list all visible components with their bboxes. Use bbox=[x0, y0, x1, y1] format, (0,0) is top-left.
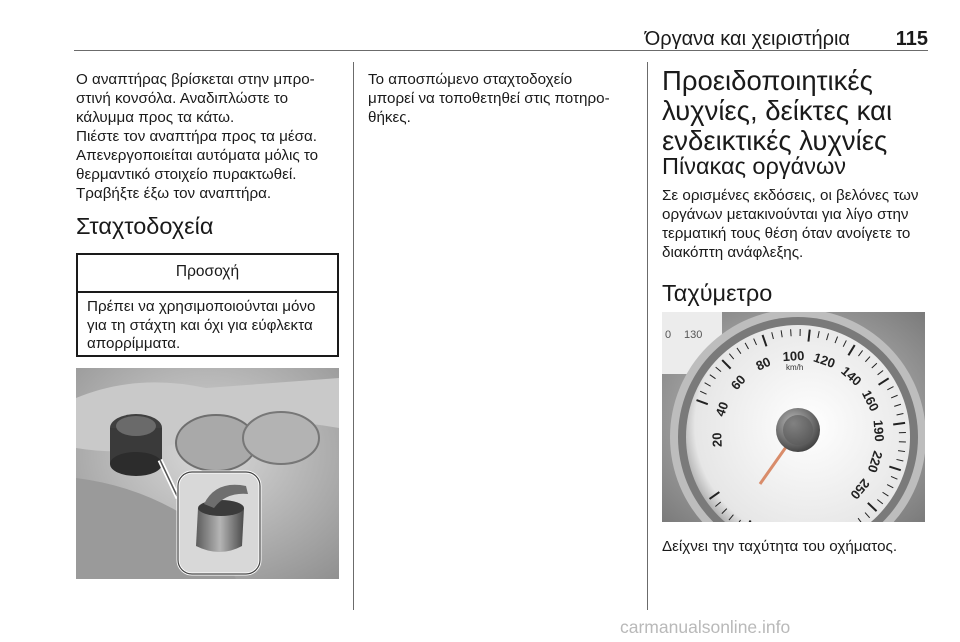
lighter-intro-paragraph bbox=[76, 70, 315, 127]
page-number: 115 bbox=[895, 28, 928, 50]
ashtray-illustration bbox=[76, 368, 339, 579]
heading-line: λυχνίες, δείκτες και bbox=[662, 95, 893, 126]
speedometer-caption bbox=[662, 537, 897, 556]
caution-box bbox=[76, 253, 339, 357]
text-line: Δείχνει την ταχύτητα του οχήματος. bbox=[662, 538, 898, 555]
top-scale-label: 130 bbox=[684, 329, 703, 341]
speedometer-illustration bbox=[662, 312, 925, 522]
text-line: για τη στάχτη και όχι για εύφλεκτα bbox=[87, 316, 313, 334]
text-line: Πρέπει να χρησιμοποιούνται μόνο bbox=[87, 298, 316, 315]
text-line: στινή κονσόλα. Αναδιπλώστε το bbox=[76, 90, 289, 107]
text-line: θήκες. bbox=[368, 109, 411, 126]
page-header bbox=[74, 28, 928, 50]
text-line: Το αποσπώμενο σταχτοδοχείο bbox=[368, 71, 573, 88]
column-divider-2 bbox=[647, 62, 648, 610]
text-line: Πιέστε τον αναπτήρα προς τα μέσα. bbox=[76, 128, 318, 145]
speed-label: 60 bbox=[727, 371, 749, 393]
ashtray-heading: Σταχτοδοχεία bbox=[76, 213, 214, 239]
lighter-usage-paragraph bbox=[76, 127, 318, 203]
text-line: μπορεί να τοποθετηθεί στις ποτηρο- bbox=[368, 90, 610, 107]
warning-lights-heading bbox=[662, 66, 892, 156]
speed-label: 40 bbox=[712, 399, 732, 419]
text-line: τερματική τους θέση όταν ανοίγετε το bbox=[662, 225, 911, 242]
text-line: Απενεργοποιείται αυτόματα μόλις το bbox=[76, 147, 319, 164]
instrument-cluster-paragraph bbox=[662, 186, 919, 262]
speed-label: 20 bbox=[709, 432, 725, 448]
watermark: carmanualsonline.info bbox=[620, 617, 791, 637]
caution-title: Προσοχή bbox=[78, 255, 337, 293]
column-divider-1 bbox=[353, 62, 354, 610]
removable-ashtray-paragraph bbox=[368, 70, 610, 127]
speed-unit-label: km/h bbox=[786, 363, 804, 372]
speed-label: 190 bbox=[870, 419, 888, 443]
header-title: Όργανα και χειριστήρια bbox=[644, 28, 850, 50]
text-line: Τραβήξτε έξω τον αναπτήρα. bbox=[76, 185, 272, 202]
heading-line: Προειδοποιητικές bbox=[662, 65, 873, 96]
speed-label: 160 bbox=[858, 387, 883, 414]
text-line: θερμαντικό στοιχείο πυρακτωθεί. bbox=[76, 166, 297, 183]
speed-label: 80 bbox=[753, 353, 773, 374]
header-divider bbox=[74, 50, 928, 51]
speed-label: 120 bbox=[811, 349, 838, 371]
speed-label: 140 bbox=[838, 363, 865, 389]
caution-text bbox=[78, 293, 337, 354]
text-line: οργάνων μετακινούνται για λίγο στην bbox=[662, 206, 909, 223]
text-line: διακόπτη ανάφλεξης. bbox=[662, 244, 804, 261]
major-tick bbox=[808, 330, 809, 342]
speedometer-heading: Ταχύμετρο bbox=[662, 280, 773, 306]
text-line: Ο αναπτήρας βρίσκεται στην μπρο- bbox=[76, 71, 315, 88]
text-line: Σε ορισμένες εκδόσεις, οι βελόνες των bbox=[662, 187, 919, 204]
speed-label: 250 bbox=[847, 475, 873, 503]
speed-label: 220 bbox=[864, 449, 886, 475]
instrument-cluster-heading: Πίνακας οργάνων bbox=[662, 153, 847, 179]
speed-label: 100 bbox=[782, 347, 805, 365]
text-line: απορρίμματα. bbox=[87, 335, 181, 352]
top-scale-label: 0 bbox=[665, 329, 672, 341]
text-line: κάλυμμα προς τα κάτω. bbox=[76, 109, 235, 126]
heading-line: ενδεικτικές λυχνίες bbox=[662, 125, 888, 156]
